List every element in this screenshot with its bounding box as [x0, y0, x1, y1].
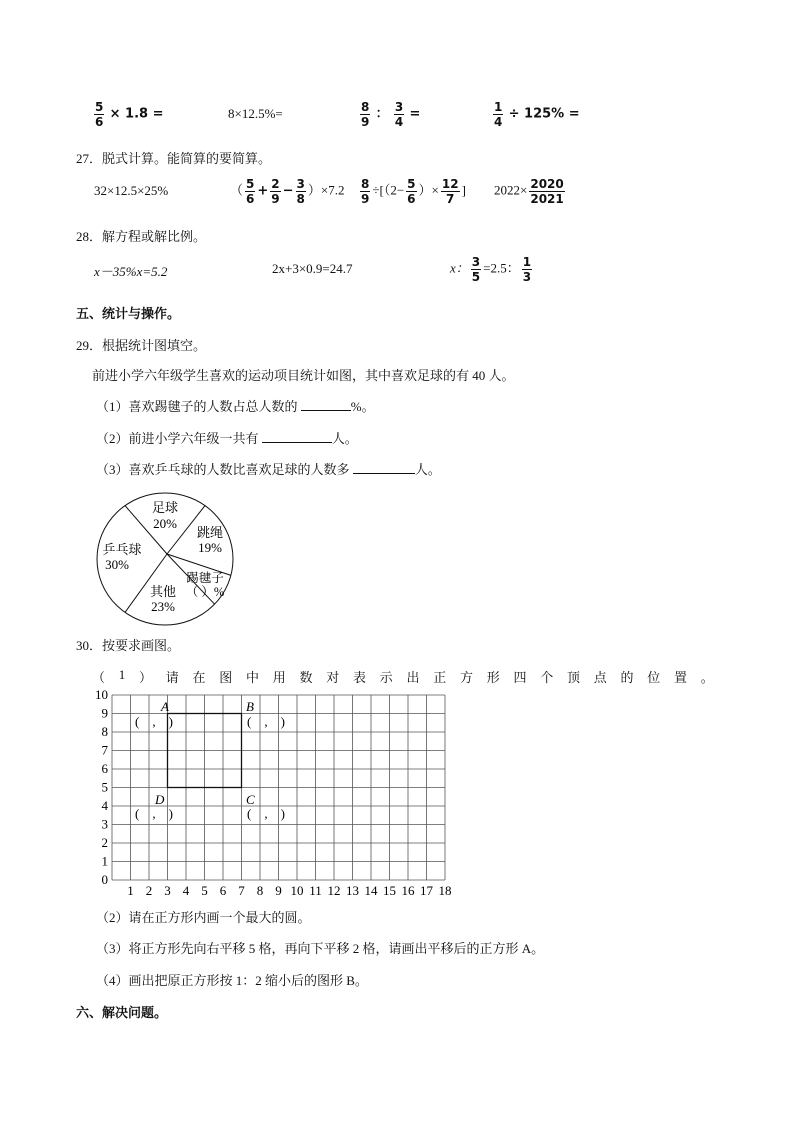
question-text: 人。: [331, 431, 358, 446]
vertex-label-c: C: [246, 792, 255, 807]
grid-x-label: 16: [401, 883, 415, 898]
grid-y-label: 2: [101, 835, 108, 850]
answer-blank[interactable]: [301, 398, 351, 411]
section-6-heading: 六、解决问题。: [76, 1005, 168, 1020]
fraction: $\frac{12}{7}$: [441, 177, 459, 206]
expr-text: ：: [375, 106, 389, 122]
q30-sub-1-char: 对: [326, 670, 340, 685]
expr-text: ÷ 125% =: [508, 106, 580, 122]
grid-x-label: 18: [438, 883, 452, 898]
coord-blank-b[interactable]: ( , ): [247, 714, 285, 729]
answer-blank[interactable]: [262, 430, 332, 443]
grid-x-label: 14: [364, 883, 378, 898]
q28-expr-2: 2x+3×0.9=24.7: [272, 261, 353, 276]
fraction: $\frac{2020}{2021}$: [530, 177, 564, 206]
q27-title: 27．脱式计算。能简算的要简算。: [76, 151, 272, 166]
pie-pct-other: 23%: [151, 599, 175, 614]
q30-sub-1: [92, 667, 714, 686]
q30-title: 30．按要求画图。: [76, 638, 181, 653]
grid-y-label: 7: [101, 742, 108, 758]
fraction: $\frac{2}{9}$: [271, 177, 280, 206]
q28-expr-1: x－35%x=5.2: [94, 264, 168, 279]
q30-sub-1-char: 四: [513, 670, 527, 685]
q27-expr-4: [494, 178, 567, 205]
vertex-label-a: A: [161, 699, 169, 714]
q29-title: 29．根据统计图填空。: [76, 338, 207, 353]
question-text: （1）喜欢踢毽子的人数占总人数的: [96, 399, 298, 414]
expr-row1-1: [92, 101, 163, 128]
coordinate-grid: [85, 688, 465, 900]
q30-sub-1-char: 点: [593, 670, 607, 685]
pie-label-pingpong: 乒乓球: [102, 542, 142, 557]
q30-sub-2: （2）请在正方形内画一个最大的圆。: [96, 910, 311, 925]
q30-sub-1-char: 在: [192, 670, 206, 685]
question-text: （3）喜欢乒乓球的人数比喜欢足球的人数多: [96, 462, 350, 477]
question-text: 人。: [414, 462, 441, 477]
expr-text: × 1.8 =: [109, 106, 164, 122]
fraction: $\frac{3}{8}$: [296, 177, 305, 206]
grid-x-label: 5: [201, 883, 208, 898]
vertex-label-b: B: [246, 699, 254, 714]
grid-x-label: 17: [420, 883, 433, 898]
question-text: %。: [350, 399, 375, 414]
fraction: $\frac{5}{6}$: [246, 177, 255, 206]
fraction: $\frac{1}{4}$: [494, 100, 503, 129]
q29-sub-1: [96, 396, 375, 415]
grid-x-label: 3: [164, 883, 171, 898]
q30-sub-1-char: 个: [540, 670, 554, 685]
expr-row1-2: 8×12.5%=: [228, 106, 283, 121]
grid-x-label: 10: [290, 883, 304, 898]
expr-text: ÷[（2−: [372, 182, 405, 198]
pie-label-shuttle: 踢毽子: [186, 571, 224, 585]
pie-pct-football: 20%: [153, 516, 177, 531]
grid-y-label: 1: [101, 853, 108, 869]
q29-intro: 前进小学六年级学生喜欢的运动项目统计如图，其中喜欢足球的有 40 人。: [92, 368, 515, 383]
q30-sub-1-char: 置: [673, 670, 687, 685]
expr-text: =2.5：: [483, 260, 520, 276]
q30-sub-1-char: 1: [118, 667, 126, 682]
q28-title: 28．解方程或解比例。: [76, 229, 207, 244]
pie-chart: [95, 492, 245, 630]
grid-y-label: 0: [101, 872, 108, 887]
expr-text: ]: [461, 182, 466, 198]
pie-pct-rope: 19%: [198, 540, 222, 555]
coord-blank-a[interactable]: ( , ): [135, 714, 173, 729]
q28-expr-3: [450, 256, 534, 283]
answer-blank[interactable]: [353, 461, 415, 474]
q30-sub-1-char: 中: [245, 670, 259, 685]
q30-sub-1-char: ）: [138, 670, 152, 685]
q30-sub-3: （3）将正方形先向右平移 5 格，再向下平移 2 格，请画出平移后的正方形 A。: [96, 941, 545, 956]
q30-sub-1-char: 形: [486, 670, 500, 685]
grid-x-label: 11: [309, 883, 322, 898]
pie-label-rope: 跳绳: [196, 525, 224, 540]
pie-label-football: 足球: [151, 500, 179, 515]
q30-sub-1-char: 方: [459, 670, 473, 685]
expr-text: ）×7.2: [307, 182, 345, 198]
grid-x-label: 12: [327, 883, 341, 898]
q30-sub-1-char: （: [92, 670, 106, 685]
q30-sub-1-char: 请: [165, 670, 179, 685]
q27-expr-3: [358, 178, 466, 205]
grid-y-label: 3: [101, 816, 108, 832]
question-text: （2）前进小学六年级一共有: [96, 431, 259, 446]
pie-label-other: 其他: [149, 584, 177, 599]
grid-x-label: 13: [346, 883, 359, 898]
q30-sub-4: （4）画出把原正方形按 1：2 缩小后的图形 B。: [96, 973, 368, 988]
q30-sub-1-char: 图: [219, 670, 233, 685]
grid-y-label: 8: [101, 724, 108, 739]
expr-text: =: [409, 106, 421, 122]
q30-sub-1-char: 顶: [566, 670, 580, 685]
vertex-label-d: D: [155, 792, 165, 807]
q30-sub-1-char: 。: [700, 670, 714, 685]
q29-sub-3: [96, 459, 441, 478]
expr-row1-3: [358, 101, 420, 128]
fraction: $\frac{8}{9}$: [361, 100, 370, 129]
q29-sub-2: [96, 428, 358, 447]
grid-x-label: 2: [145, 883, 153, 898]
grid-x-label: 9: [275, 883, 282, 898]
expr-text: 2022×: [494, 182, 528, 198]
grid-y-label: 10: [95, 688, 108, 702]
grid-x-label: 7: [238, 883, 245, 898]
q30-sub-1-char: 正: [433, 670, 447, 685]
coord-blank-d[interactable]: ( , ): [135, 806, 173, 821]
fraction: $\frac{3}{4}$: [394, 100, 404, 129]
fraction: $\frac{1}{3}$: [522, 255, 532, 284]
q30-sub-1-char: 出: [406, 670, 420, 685]
expr-text: ）×: [418, 182, 439, 198]
grid-y-label: 9: [101, 705, 108, 721]
grid-x-label: 6: [219, 883, 227, 898]
section-5-heading: 五、统计与操作。: [76, 306, 181, 321]
q30-sub-1-char: 位: [647, 670, 661, 685]
pie-pct-pingpong: 30%: [105, 557, 129, 572]
fraction: $\frac{5}{6}$: [95, 100, 104, 129]
q30-sub-1-char: 示: [379, 670, 393, 685]
q30-sub-1-char: 表: [352, 670, 366, 685]
grid-y-label: 4: [101, 798, 108, 813]
grid-x-label: 8: [256, 883, 264, 898]
pie-pct-shuttle: （ ）%: [185, 585, 225, 599]
q27-expr-2: （ $\frac{5}{6}$ + $\frac{2}{9}$ − $\frac{3}{8}$ ）×7.2: [230, 177, 345, 206]
grid-x-label: 1: [127, 883, 134, 898]
grid-y-label: 6: [101, 761, 108, 776]
q27-expr-1: 32×12.5×25%: [94, 183, 169, 198]
fraction: $\frac{8}{9}$: [361, 177, 370, 206]
expr-text: x：: [450, 260, 469, 276]
coord-blank-c[interactable]: ( , ): [247, 806, 285, 821]
grid-x-label: 15: [383, 883, 396, 898]
q30-sub-1-char: 用: [272, 670, 286, 685]
fraction: $\frac{5}{6}$: [407, 177, 416, 206]
grid-y-label: 5: [101, 779, 108, 795]
q30-sub-1-char: 数: [299, 670, 313, 685]
q30-sub-1-char: 的: [620, 670, 634, 685]
grid-x-label: 4: [182, 883, 190, 898]
expr-row1-4: [491, 101, 580, 128]
fraction: $\frac{3}{5}$: [471, 255, 481, 284]
